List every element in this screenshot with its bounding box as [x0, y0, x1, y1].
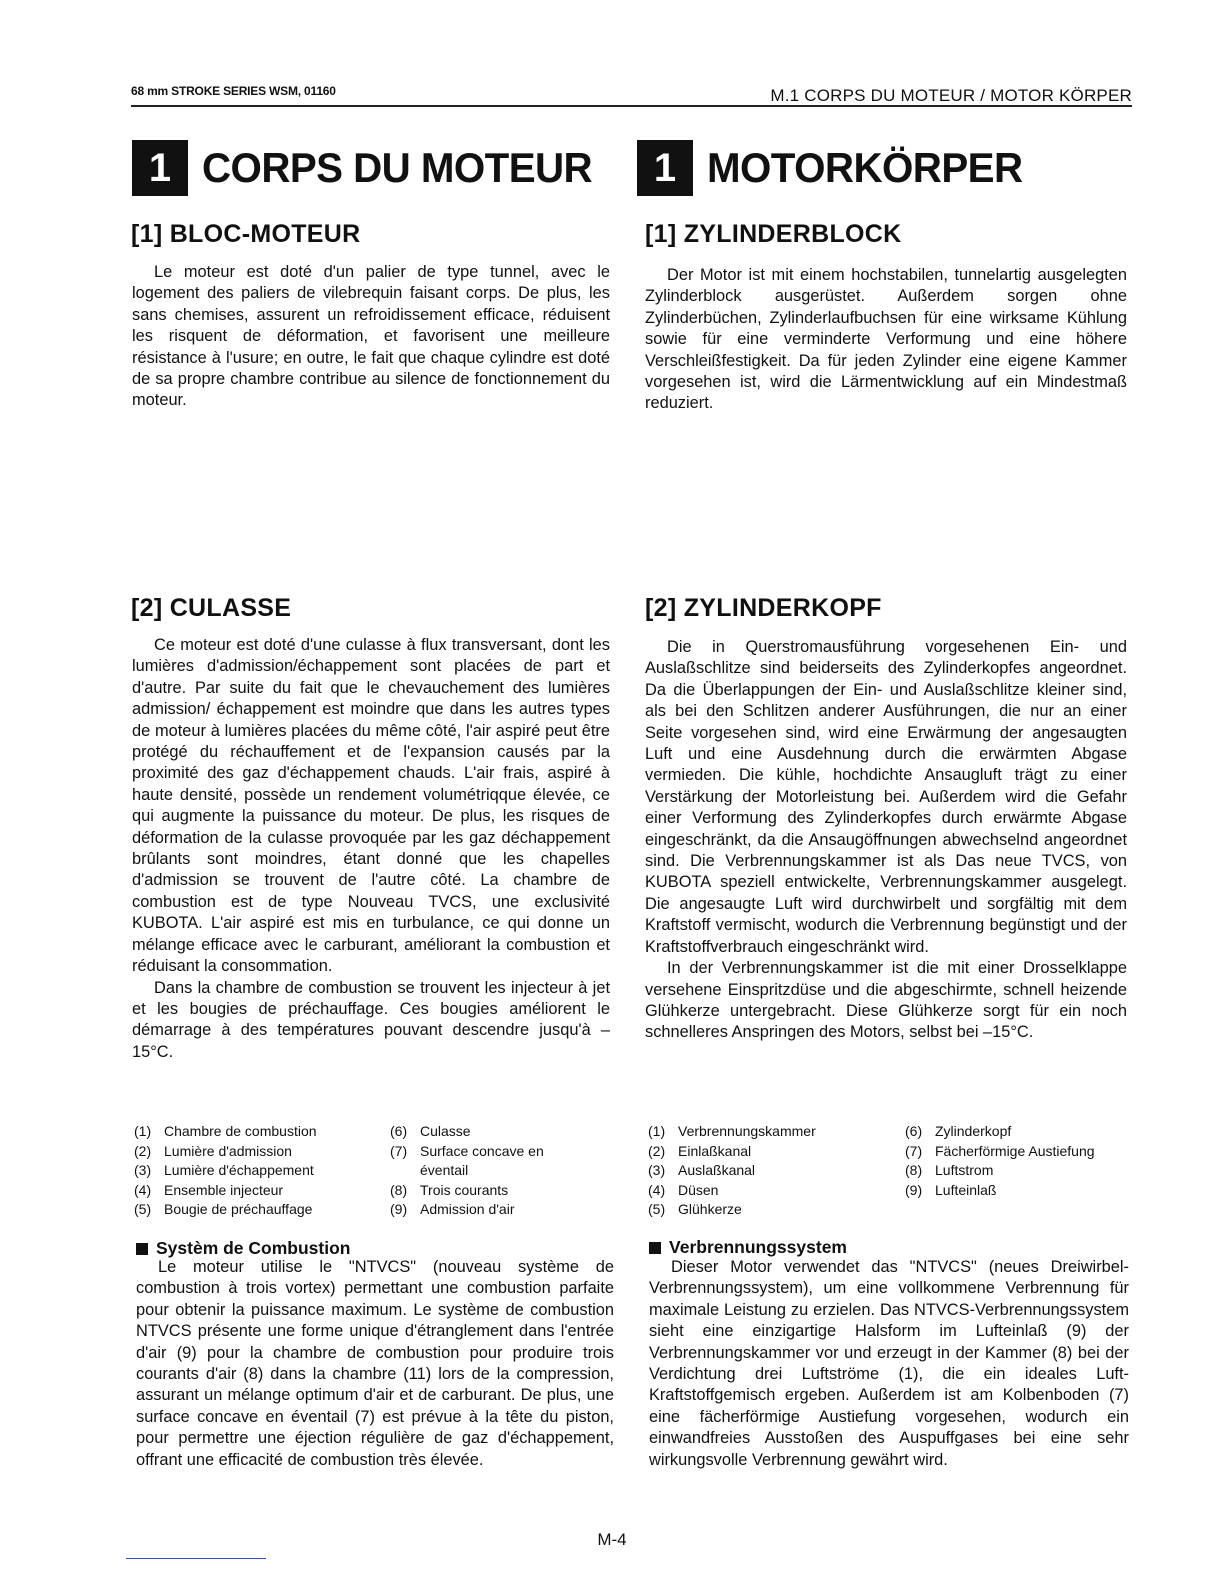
chapter-title: CORPS DU MOTEUR — [202, 144, 593, 191]
paragraph-text: Dans la chambre de combustion se trouvent les injecteur à jet et les bougies de préchauffage. Ces bougies améliorent le démarrage à des températures pouvant descendre jusqu'à –15°C. — [132, 978, 610, 1061]
legend-item: (6) Zylinderkopf — [905, 1123, 1012, 1139]
legend-item: (5) Glühkerze — [648, 1201, 742, 1217]
legend-item: (2) Einlaßkanal — [648, 1142, 752, 1159]
section-title-zylinderblock: [1] ZYLINDERBLOCK — [645, 220, 902, 248]
paragraph-text: Le moteur est doté d'un palier de type tunnel, avec le logement des paliers de vilebrequin faisant corps. De plus, les sans chemises, assurent un refroidissement efficace, réduisent les risquent de déformation, et favorisent une meilleure résistance à l'usure; en outre, le fait que chaque cylindre est doté de sa propre chambre contribue au silence de fonctionnement du moteur. — [132, 263, 610, 410]
paragraph-text: Der Motor ist mit einem hochstabilen, tunnelartig ausgelegten Zylinderblock ausgerüstet. Außerdem sorgen ohne Zylinderbüchen, Zylinderlaufbuchsen für eine wirksame Kühlung sowie für eine verminderte Verformung und eine höhere Verschleißfestigkeit. Da für jeden Zylinder eine eigene Kammer vorgesehen ist, wird die Lärmentwicklung auf ein Mindestmaß reduziert. — [645, 266, 1127, 413]
header-section-title: M.1 CORPS DU MOTEUR / MOTOR KÖRPER — [770, 86, 1132, 105]
chapter-number-badge: 1 — [637, 140, 693, 196]
legend-item: (3) Lumière d'échappement — [134, 1162, 314, 1178]
legend-item: (9) Admission d'air — [390, 1201, 515, 1217]
subhead-combustion-fr — [136, 1238, 350, 1259]
paragraph-text: Dieser Motor verwendet das "NTVCS" (neues Dreiwirbel-Verbrennungssystem), um eine vollkommene Verbrennung für maximale Leistung zu erzielen. Das NTVCS-Verbrennungssystem sieht eine einzigartige Halsform im Lufteinlaß (9) der Verbrennungskammer vor und erzeugt in der Kammer (8) bei der Verdichtung drei Luftströme (1), die ein ideales Luft-Kraftstoffgemisch ergeben. Außerdem ist am Kolbenboden (7) eine fächerförmige Austiefung vorgesehen, wodurch ein einwandfreies Ausstoßen des Auspuffgases bei eine sehr wirkungsvolle Verbrennung gewährt wird. — [649, 1258, 1129, 1469]
paragraph-verbrennung-de — [649, 1257, 1129, 1471]
bullet-square-icon — [136, 1243, 148, 1255]
legend-item: (7) Surface concave en éventail — [390, 1142, 544, 1178]
paragraph-culasse — [132, 635, 610, 1063]
legend-item: (6) Culasse — [390, 1123, 471, 1139]
legend-item: (1) Verbrennungskammer — [648, 1123, 816, 1139]
legend-list-left-b — [390, 1122, 590, 1220]
chapter-heading-german — [637, 140, 1036, 196]
subhead-verbrennung-de — [649, 1237, 847, 1258]
footer-line — [126, 1558, 266, 1559]
paragraph-text: Le moteur utilise le "NTVCS" (nouveau système de combustion à trois vortex) permettant une combustion parfaite pour obtenir la puissance maximum. Le système de combustion NTVCS présente une forme unique d'étranglement dans l'entrée d'air (9) pour la chambre de combustion pour produire trois courants d'air (8) dans la chambre (11) lors de la compression, assurant un mélange optimum d'air et de carburant. De plus, une surface concave en éventail (7) est prévue à la tête du piston, pour permettre une éjection régulière de gaz d'échappement, offrant une efficacité de combustion très élevée. — [136, 1258, 614, 1469]
paragraph-combustion-fr — [136, 1257, 614, 1471]
page-number: M-4 — [597, 1530, 627, 1549]
legend-item: (9) Lufteinlaß — [905, 1181, 997, 1198]
paragraph-bloc-moteur — [132, 262, 610, 412]
section-title-bloc-moteur: [1] BLOC-MOTEUR — [131, 220, 361, 248]
paragraph-text: Die in Querstromausführung vorgesehenen Ein- und Auslaßschlitze sind beiderseits des Zylinderkopfes angeordnet. Da die Überlappungen der Ein- und Auslaßschlitze kleiner sind, als bei den Schlitzen anderer Ausführungen, die nur an einer Seite vorgesehen sind, wird eine Erwärmung der angesaugten Luft und eine Ausdehnung durch die erwärmten Abgase vermieden. Die kühle, hochdichte Ansaugluft trägt zu einer Verstärkung der Motorleistung bei. Außerdem wird die Gefahr einer Verformung des Zylinderkopfes durch erwärmte Abgase eingeschränkt, da die Ansaugöffnungen abwechselnd angeordnet sind. Die Verbrennungskammer ist als Das neue TVCS, von KUBOTA speziell entwickelte, Verbrennungskammer ausgelegt. Die angesaugte Luft wird durchwirbelt und sorgfältig mit dem Kraftstoff vermischt, wodurch die Verbrennung begünstigt und der Kraftstoffverbrauch eingeschränkt wird. — [645, 638, 1127, 956]
legend-list-left-a — [134, 1122, 374, 1220]
paragraph-text: Ce moteur est doté d'une culasse à flux transversant, dont les lumières d'admission/échappement sont placées de part et d'autre. Par suite du fait que le chevauchement des lumières admission/ échappement est moindre que dans les autres types de moteur à lumières placées du même côté, l'air aspiré peut être protégé du réchauffement et de l'expansion causés par la proximité des gaz d'échappement chauds. L'air frais, aspiré à haute densité, possède un rendement volumétriqque élevée, ce qui augmente la puissance du moteur. De plus, les risques de déformation de la culasse provoquée par les gaz déchappement brûlants sont moindres, étant donné que les chapelles d'admission se trouvent de l'autre côté. La chambre de combustion est de type Nouveau TVCS, une exclusivité KUBOTA. L'air aspiré est mis en turbulance, ce qui donne un mélange efficace avec le carburant, améliorant la combustion et réduisant la consommation. — [132, 636, 610, 976]
legend-item: (7) Fächerförmige Austiefung — [905, 1142, 1095, 1159]
chapter-title: MOTORKÖRPER — [707, 144, 1023, 191]
legend-item: (1) Chambre de combustion — [134, 1123, 317, 1139]
paragraph-zylinderkopf — [645, 637, 1127, 1044]
legend-item: (5) Bougie de préchauffage — [134, 1201, 313, 1217]
paragraph-text: In der Verbrennungskammer ist die mit einer Drosselklappe versehene Einspritzdüse und die abgeschirmte, schnell heizende Glühkerze untergebracht. Diese Glühkerze sorgt für ein noch schnelleres Anspringen des Motors, selbst bei –15°C. — [645, 959, 1127, 1042]
paragraph-zylinderblock — [645, 265, 1127, 415]
legend-item: (8) Trois courants — [390, 1181, 509, 1198]
bullet-square-icon — [649, 1242, 661, 1254]
legend-list-right-b — [905, 1122, 1130, 1200]
section-title-culasse: [2] CULASSE — [131, 594, 292, 622]
chapter-number-badge: 1 — [132, 140, 188, 196]
legend-list-right-a — [648, 1122, 898, 1220]
header-manual-code: 68 mm STROKE SERIES WSM, 01160 — [131, 84, 336, 98]
header-divider — [131, 105, 1132, 107]
legend-item: (3) Auslaßkanal — [648, 1162, 756, 1178]
legend-item: (4) Ensemble injecteur — [134, 1181, 284, 1198]
subhead-text: Systèm de Combustion — [156, 1238, 351, 1258]
chapter-heading-french — [132, 140, 608, 196]
legend-item: (8) Luftstrom — [905, 1162, 994, 1178]
section-title-zylinderkopf: [2] ZYLINDERKOPF — [645, 594, 882, 622]
legend-item: (2) Lumière d'admission — [134, 1142, 292, 1159]
legend-item: (4) Düsen — [648, 1181, 719, 1198]
subhead-text: Verbrennungssystem — [669, 1237, 847, 1257]
